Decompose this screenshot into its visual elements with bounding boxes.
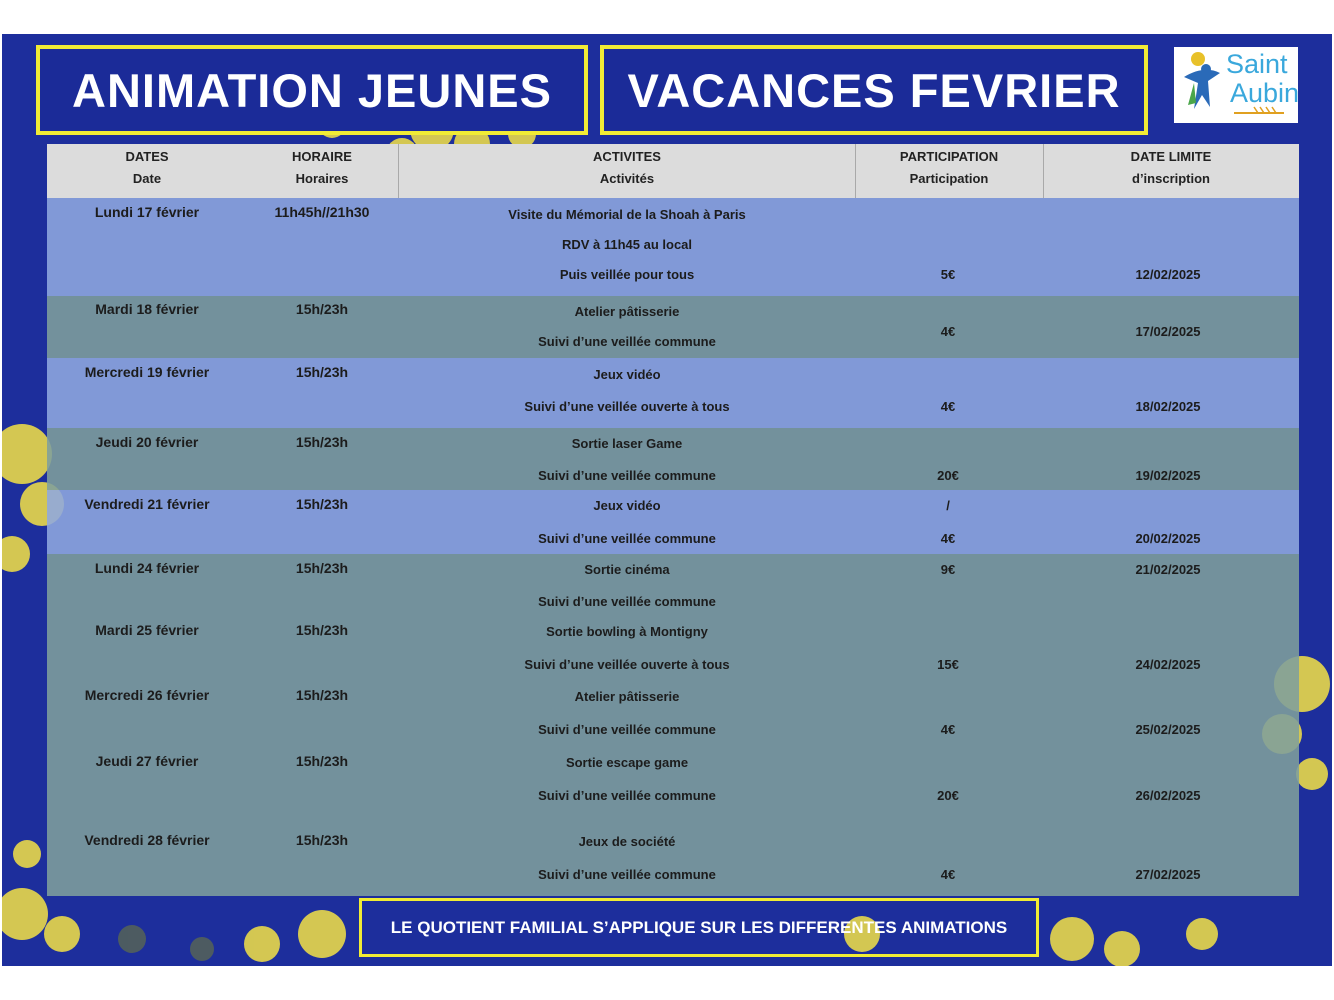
row-participation: 4€ xyxy=(940,722,956,737)
row-activity-line2: Suivi d’une veillée ouverte à tous xyxy=(524,657,730,672)
row-participation: 4€ xyxy=(940,324,956,339)
table-row xyxy=(47,747,1299,826)
row-date: Mardi 18 février xyxy=(95,301,199,317)
logo-word-aubin: Aubin xyxy=(1230,78,1300,108)
row-deadline: 18/02/2025 xyxy=(1135,399,1201,414)
row-deadline: 20/02/2025 xyxy=(1135,531,1201,546)
header-date-limite xyxy=(1043,144,1299,198)
row-participation: 20€ xyxy=(937,788,959,803)
row-activity-line1: Sortie laser Game xyxy=(571,436,683,451)
table-row xyxy=(47,554,1299,616)
header-dates-line1: DATES xyxy=(125,149,169,164)
row-hours: 15h/23h xyxy=(295,496,349,512)
row-deadline: 19/02/2025 xyxy=(1135,468,1201,483)
table-row xyxy=(47,198,1299,296)
row-activity-line1: Sortie bowling à Montigny xyxy=(546,624,708,639)
row-activity-line1: Jeux de société xyxy=(578,834,676,849)
row-hours: 15h/23h xyxy=(295,687,349,703)
title-vacances-fevrier: VACANCES FEVRIER xyxy=(600,45,1148,135)
row-hours: 11h45h//21h30 xyxy=(274,204,370,220)
table-row xyxy=(47,428,1299,490)
row-date: Vendredi 21 février xyxy=(84,496,210,512)
poster xyxy=(2,34,1332,966)
row-participation-line1: / xyxy=(946,498,950,513)
schedule-table xyxy=(47,144,1299,896)
row-participation: 9€ xyxy=(940,562,956,577)
row-deadline: 21/02/2025 xyxy=(1135,562,1201,577)
row-date: Jeudi 27 février xyxy=(95,753,199,769)
row-hours: 15h/23h xyxy=(295,560,349,576)
header-activites xyxy=(399,144,855,198)
title-animation-jeunes: ANIMATION JEUNES xyxy=(36,45,588,135)
row-deadline: 27/02/2025 xyxy=(1135,867,1201,882)
row-activity-line1: Jeux vidéo xyxy=(593,367,661,382)
row-date: Mercredi 19 février xyxy=(84,364,210,380)
row-hours: 15h/23h xyxy=(295,364,349,380)
row-participation: 20€ xyxy=(937,468,959,483)
header-activites-line2: Activités xyxy=(599,171,655,186)
row-hours: 15h/23h xyxy=(295,832,349,848)
row-hours: 15h/23h xyxy=(295,301,349,317)
row-activity-line2: Suivi d’une veillée commune xyxy=(538,334,716,349)
header-participation-line2: Participation xyxy=(909,171,989,186)
row-activity-line2: Suivi d’une veillée commune xyxy=(538,468,716,483)
row-deadline: 17/02/2025 xyxy=(1135,324,1201,339)
header-participation xyxy=(855,144,1043,198)
row-hours: 15h/23h xyxy=(295,753,349,769)
header-participation-line1: PARTICIPATION xyxy=(899,149,999,164)
row-activity-line1: Sortie cinéma xyxy=(584,562,670,577)
row-activity-line3: Puis veillée pour tous xyxy=(559,267,695,282)
row-deadline: 25/02/2025 xyxy=(1135,722,1201,737)
header-horaire-line1: HORAIRE xyxy=(292,149,352,164)
row-activity-line2: Suivi d’une veillée commune xyxy=(538,531,716,546)
row-activity-line1: Atelier pâtisserie xyxy=(574,689,680,704)
table-row xyxy=(47,358,1299,428)
header-horaire-line2: Horaires xyxy=(295,171,349,186)
row-activity-line2: Suivi d’une veillée commune xyxy=(538,788,716,803)
table-row xyxy=(47,826,1299,896)
row-participation-line2: 4€ xyxy=(940,531,956,546)
row-participation: 5€ xyxy=(940,267,956,282)
row-deadline: 24/02/2025 xyxy=(1135,657,1201,672)
header-activites-line1: ACTIVITES xyxy=(593,149,661,164)
table-row xyxy=(47,616,1299,681)
row-activity-line1: Jeux vidéo xyxy=(593,498,661,513)
row-hours: 15h/23h xyxy=(295,622,349,638)
row-date: Lundi 17 février xyxy=(94,204,200,220)
table-row xyxy=(47,296,1299,358)
row-activity-line2: Suivi d’une veillée commune xyxy=(538,594,716,609)
header-dates-line2: Date xyxy=(132,171,162,186)
saint-aubin-logo xyxy=(1174,47,1298,123)
row-activity-line2: Suivi d’une veillée commune xyxy=(538,867,716,882)
table-header xyxy=(47,144,1299,198)
header-date-limite-line2: d’inscription xyxy=(1132,171,1210,186)
row-activity-line1: Sortie escape game xyxy=(565,755,689,770)
row-date: Mardi 25 février xyxy=(95,622,199,638)
row-activity-line1: Visite du Mémorial de la Shoah à Paris xyxy=(508,207,746,222)
row-date: Mercredi 26 février xyxy=(84,687,210,703)
row-activity-line2: Suivi d’une veillée commune xyxy=(538,722,716,737)
row-activity-line2: RDV à 11h45 au local xyxy=(561,237,693,252)
row-participation: 4€ xyxy=(940,399,956,414)
logo-word-saint: Saint xyxy=(1226,49,1288,79)
row-date: Vendredi 28 février xyxy=(84,832,210,848)
header-horaire xyxy=(247,144,397,198)
quotient-familial-note: LE QUOTIENT FAMILIAL S’APPLIQUE SUR LES DIFFERENTES ANIMATIONS xyxy=(359,898,1039,957)
row-date: Jeudi 20 février xyxy=(95,434,199,450)
row-deadline: 26/02/2025 xyxy=(1135,788,1201,803)
row-participation: 4€ xyxy=(940,867,956,882)
table-row xyxy=(47,490,1299,554)
row-deadline: 12/02/2025 xyxy=(1135,267,1201,282)
row-date: Lundi 24 février xyxy=(94,560,200,576)
row-activity-line2: Suivi d’une veillée ouverte à tous xyxy=(524,399,730,414)
table-row xyxy=(47,681,1299,747)
row-participation: 15€ xyxy=(937,657,959,672)
row-hours: 15h/23h xyxy=(295,434,349,450)
header-date-limite-line1: DATE LIMITE xyxy=(1130,149,1212,164)
row-activity-line1: Atelier pâtisserie xyxy=(574,304,680,319)
header-dates xyxy=(47,144,247,198)
